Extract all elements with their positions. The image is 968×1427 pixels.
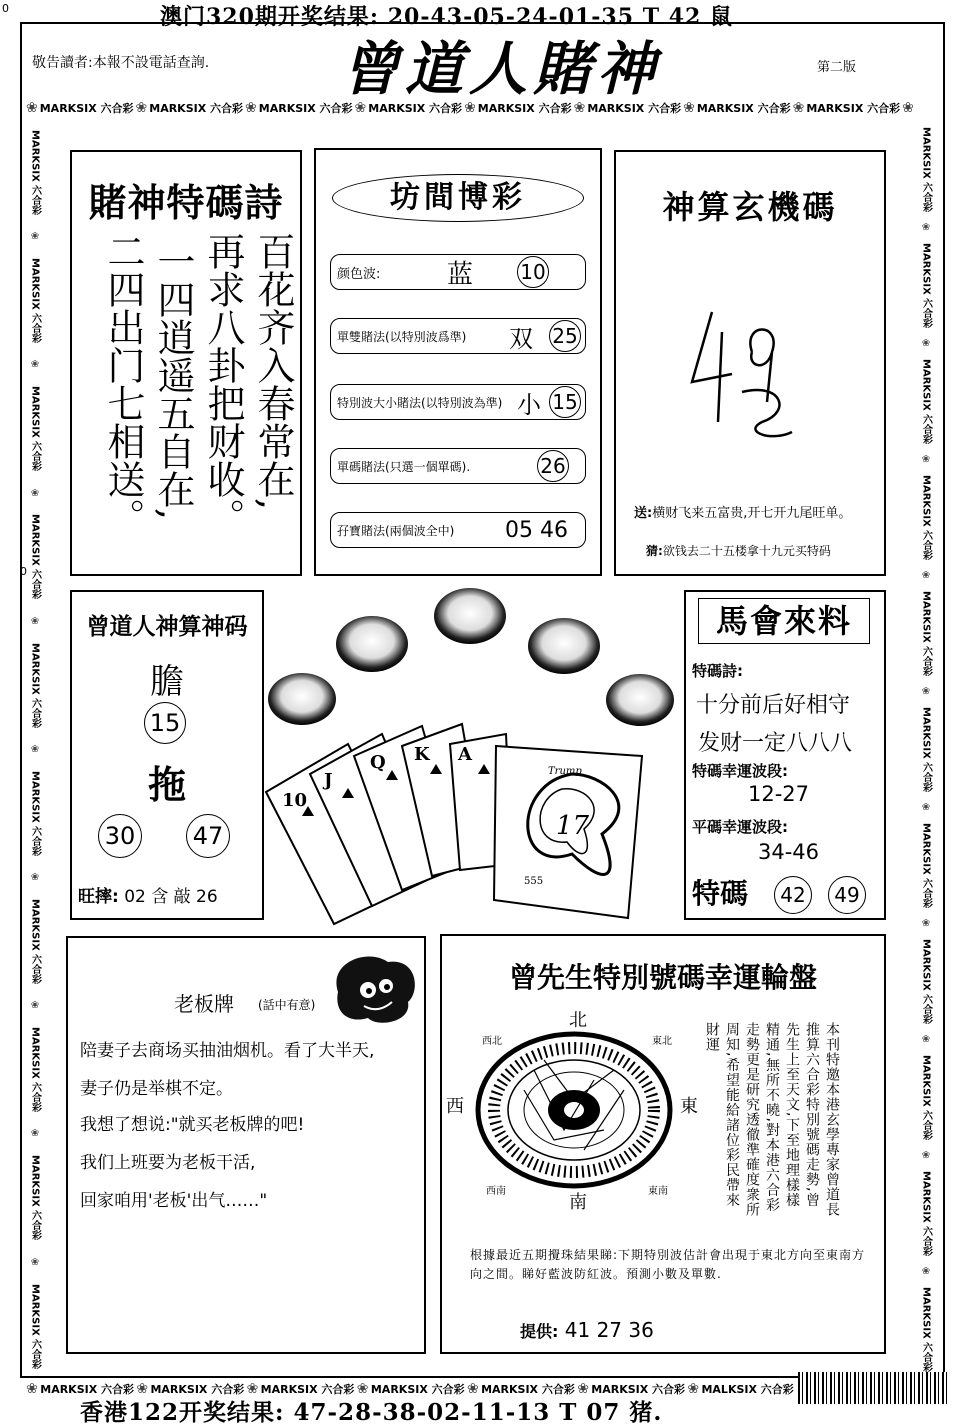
card-rank: J <box>324 770 333 791</box>
tuo-number: 30 <box>98 814 142 858</box>
te-wave-value: 12-27 <box>748 782 810 806</box>
marksix-label: MARKSIX 六合彩 <box>29 1027 41 1113</box>
god-code-title: 曾道人神算神码 <box>86 613 248 640</box>
marksix-label: MARKSIX 六合彩 <box>29 1283 41 1369</box>
card-trump-text: Trump <box>548 766 582 777</box>
ping-wave-value: 34-46 <box>758 840 820 864</box>
dir-east: 東 <box>680 1096 698 1117</box>
gamble-row-single <box>330 448 586 484</box>
secret-send-text: 横财飞来五富贵,开七开九尾旺单。 <box>652 506 852 521</box>
boss-subtitle: (話中有意) <box>258 998 316 1012</box>
provide-line <box>520 1318 654 1342</box>
tuo-number-wrap-2 <box>186 814 230 858</box>
boss-title: 老板牌 <box>174 992 234 1016</box>
te-code-num-wrap-2 <box>828 876 866 914</box>
wang-line <box>78 882 218 907</box>
gamble-row-value: 小 <box>517 390 541 419</box>
boss-line-5: 回家咱用'老板'出气……" <box>80 1191 268 1211</box>
boss-line-1: 陪妻子去商场买抽油烟机。看了大半天, <box>80 1041 375 1061</box>
gamble-row-number: 10 <box>517 256 549 288</box>
ball <box>336 616 408 672</box>
marksix-label: MARKSIX 六合彩 <box>40 1383 135 1396</box>
cards-illustration <box>262 584 682 926</box>
poem-line-4: 二四出门七相送。 <box>101 232 145 536</box>
gamble-row-number: 15 <box>549 386 581 418</box>
marksix-label: MARKSIX 六合彩 <box>481 1383 575 1396</box>
card-center-number: 17 <box>556 811 590 841</box>
boss-line-3: 我想了想说:"就买老板牌的吧! <box>80 1115 305 1135</box>
te-wave-label: 特碼幸運波段: <box>692 762 788 780</box>
marksix-strip-bottom: ❀ MARKSIX 六合彩 ❀ MARKSIX 六合彩 ❀ MARKSIX 六合彩 ❀ MARKSIX 六合彩 ❀ MARKSIX 六合彩 ❀ MARKSIX 六合彩 ❀ MALKSIX 六合彩 <box>26 1381 794 1397</box>
marksix-label: MARKSIX 六合彩 <box>477 102 572 115</box>
marksix-label: MARKSIX 六合彩 <box>920 242 932 329</box>
marksix-label: MARKSIX 六合彩 <box>29 642 41 728</box>
marksix-strip-top: ❀ MARKSIX 六合彩 ❀ MARKSIX 六合彩 ❀ MARKSIX 六合彩 ❀ MARKSIX 六合彩 ❀ MARKSIX 六合彩 ❀ MARKSIX 六合彩 ❀ MARKSIX 六合彩 ❀ MARKSIX 六合彩 ❀ <box>26 100 914 116</box>
marksix-label: MARKSIX 六合彩 <box>39 102 134 115</box>
dir-south: 南 <box>569 1192 587 1213</box>
masthead-title: 曾道人賭神 <box>340 35 661 103</box>
poem-line-3: 一四逍遥五自在, <box>151 242 195 521</box>
horse-poem-line-1: 十分前后好相守 <box>696 693 851 718</box>
marksix-label: MARKSIX 六合彩 <box>258 102 353 115</box>
secret-send-label: 送: <box>634 506 653 521</box>
poem-line-2: 再求八卦把财收。 <box>201 232 245 536</box>
gamble-box <box>314 148 602 576</box>
gamble-row-label: 單碼賭法(只選一個單碼). <box>337 459 471 474</box>
cartoon-face-icon <box>328 952 418 1028</box>
marksix-label: MARKSIX 六合彩 <box>29 1155 41 1241</box>
gamble-row-color <box>330 254 586 290</box>
marksix-label: MARKSIX 六合彩 <box>370 1383 465 1396</box>
marksix-label: MARKSIX 六合彩 <box>920 1170 932 1257</box>
secret-code-box <box>614 150 886 576</box>
marksix-label: MARKSIX 六合彩 <box>920 1054 932 1141</box>
tuo-number-wrap-1 <box>98 814 142 858</box>
marksix-label: MARKSIX 六合彩 <box>29 770 41 857</box>
provide-numbers: 41 27 36 <box>564 1318 654 1342</box>
gamble-row-bigsmall <box>330 384 586 420</box>
gamble-row-value: 蓝 <box>447 259 474 290</box>
marksix-label: MARKSIX 六合彩 <box>920 474 932 561</box>
tuo-label: 拖 <box>147 762 186 807</box>
ball <box>528 618 600 674</box>
marksix-label: MARKSIX 六合彩 <box>920 358 932 445</box>
marksix-label: MARKSIX 六合彩 <box>696 102 791 115</box>
poem-box <box>70 150 302 576</box>
notice-text: 敬告讀者:本報不設電話查詢. <box>32 55 210 71</box>
marksix-label: MARKSIX 六合彩 <box>29 386 41 472</box>
ball <box>268 673 336 725</box>
poem-line-1: 百花齐入春常在, <box>251 232 295 511</box>
wheel-title: 曾先生特別號碼幸運輪盤 <box>508 961 817 994</box>
top-result-banner: 澳门320期开奖结果: 20-43-05-24-01-35 T 42 鼠 <box>160 4 734 30</box>
horse-box <box>684 590 886 920</box>
gamble-row-oddeven <box>330 318 586 354</box>
marksix-label: MARKSIX 六合彩 <box>920 706 932 793</box>
corner-mark: 0 <box>2 2 9 15</box>
poem-title: 賭神特碼詩 <box>88 180 284 225</box>
card-rank: A <box>458 744 472 765</box>
secret-guess-label: 猜: <box>646 544 663 558</box>
roulette-wheel <box>474 1030 674 1190</box>
marksix-strip-left: MARKSIX 六合彩 ❀ MARKSIX 六合彩 ❀ MARKSIX 六合彩 ❀ MARKSIX 六合彩 ❀ MARKSIX 六合彩 ❀ MARKSIX 六合彩 ❀ MARKSIX 六合彩 ❀ MARKSIX 六合彩 ❀ MARKSIX 六合彩 ❀ MARKSIX 六合彩 <box>29 129 41 1369</box>
card-rank: K <box>414 744 430 765</box>
dir-southeast: 東南 <box>648 1186 668 1197</box>
dir-southwest: 西南 <box>486 1186 506 1197</box>
provide-label: 提供: <box>520 1322 559 1341</box>
gamble-row-label: 孖寶賭法(兩個波全中) <box>337 523 455 538</box>
marksix-label: MARKSIX 六合彩 <box>591 1383 686 1396</box>
secret-guess-line <box>646 542 882 559</box>
marksix-label: MALKSIX 六合彩 <box>701 1383 794 1396</box>
gamble-row-number: 26 <box>537 450 569 482</box>
te-code-label: 特碼 <box>692 877 749 910</box>
marksix-label: MARKSIX 六合彩 <box>29 129 41 216</box>
dan-number-wrap <box>144 702 186 744</box>
secret-send-line <box>634 502 884 521</box>
bottom-result-banner: 香港122开奖结果: 47-28-38-02-11-13 T 07 猪. <box>80 1399 663 1426</box>
gamble-title: 坊間博彩 <box>332 174 584 222</box>
te-code-num-wrap-1 <box>774 876 812 914</box>
handwritten-number <box>682 282 822 452</box>
secret-title: 神算玄機碼 <box>662 188 838 226</box>
ball <box>606 674 674 726</box>
marksix-label: MARKSIX 六合彩 <box>806 102 901 115</box>
horse-poem-label: 特碼詩: <box>692 662 743 680</box>
gamble-row-value: 双 <box>509 324 533 353</box>
marksix-label: MARKSIX 六合彩 <box>920 590 932 677</box>
marksix-label: MARKSIX 六合彩 <box>920 1286 932 1373</box>
wheel-side-text: 本刊特邀本港玄學專家曾道長推算六合彩特別號碼走勢,曾先生上至天文,下至地理樣樣精通,無所不曉,對本港六合彩走勢更是研究透徹準確度衆所周知,希望能給諸位彩民帶來財運 <box>704 1022 840 1217</box>
marksix-strip-right: MARKSIX 六合彩 ❀ MARKSIX 六合彩 ❀ MARKSIX 六合彩 ❀ MARKSIX 六合彩 ❀ MARKSIX 六合彩 ❀ MARKSIX 六合彩 ❀ MARKSIX 六合彩 ❀ MARKSIX 六合彩 ❀ MARKSIX 六合彩 ❀ MARKSIX 六合彩 ❀ MARKSIX 六合彩 <box>920 126 932 1373</box>
marksix-label: MARKSIX 六合彩 <box>29 258 41 344</box>
ball <box>434 588 506 644</box>
wang-text: 02 含 敲 26 <box>124 887 218 907</box>
wang-label: 旺摔: <box>78 887 119 907</box>
dan-number: 15 <box>144 702 186 744</box>
horse-title: 馬會來料 <box>698 598 870 644</box>
marksix-label: MARKSIX 六合彩 <box>920 938 932 1025</box>
card-bottom-text: 555 <box>524 876 544 887</box>
marksix-label: MARKSIX 六合彩 <box>587 102 682 115</box>
marksix-label: MARKSIX 六合彩 <box>368 102 463 115</box>
marksix-label: MARKSIX 六合彩 <box>149 102 244 115</box>
gamble-row-label: 颜色波: <box>337 266 381 282</box>
marksix-label: MARKSIX 六合彩 <box>29 899 41 985</box>
marksix-label: MARKSIX 六合彩 <box>150 1383 245 1396</box>
secret-guess-text: 欲钱去二十五楼拿十九元买特码 <box>662 544 831 558</box>
gamble-row-label: 特別波大小賭法(以特別波為準) <box>337 395 503 410</box>
gamble-row-double <box>330 512 586 548</box>
te-code-number: 42 <box>774 876 812 914</box>
gamble-row-number: 25 <box>549 320 581 352</box>
te-code-number: 49 <box>828 876 866 914</box>
boss-line-4: 我们上班要为老板干活, <box>80 1153 256 1173</box>
card-rank: Q <box>370 752 386 773</box>
ping-wave-label: 平碼幸運波段: <box>692 818 788 836</box>
dir-north: 北 <box>569 1010 587 1031</box>
card-rank: 10 <box>282 790 308 811</box>
god-code-box <box>70 590 264 920</box>
edition-label: 第二版 <box>817 60 857 75</box>
dir-west: 西 <box>446 1096 464 1117</box>
marksix-label: MARKSIX 六合彩 <box>29 514 41 600</box>
corner-mark: 0 <box>20 565 27 578</box>
marksix-label: MARKSIX 六合彩 <box>260 1383 355 1396</box>
dir-northwest: 西北 <box>482 1036 502 1047</box>
marksix-label: MARKSIX 六合彩 <box>920 126 932 213</box>
gamble-row-label: 單雙賭法(以特別波爲準) <box>337 329 467 344</box>
boss-joke-box <box>66 936 426 1354</box>
dan-label: 膽 <box>150 662 184 702</box>
tuo-number: 47 <box>186 814 230 858</box>
boss-line-2: 妻子仍是举棋不定。 <box>80 1079 233 1099</box>
marksix-label: MARKSIX 六合彩 <box>920 822 932 909</box>
dir-northeast: 東北 <box>652 1036 672 1047</box>
gamble-row-value: 05 46 <box>505 517 568 543</box>
wheel-description: 根據最近五期攪珠結果睇:下期特別波估計會出現于東北方向至東南方向之間。睇好藍波防紅波。預測小數及單數. <box>470 1248 866 1281</box>
wheel-box <box>440 934 886 1354</box>
horse-poem-line-2: 发财一定八八八 <box>698 731 853 756</box>
